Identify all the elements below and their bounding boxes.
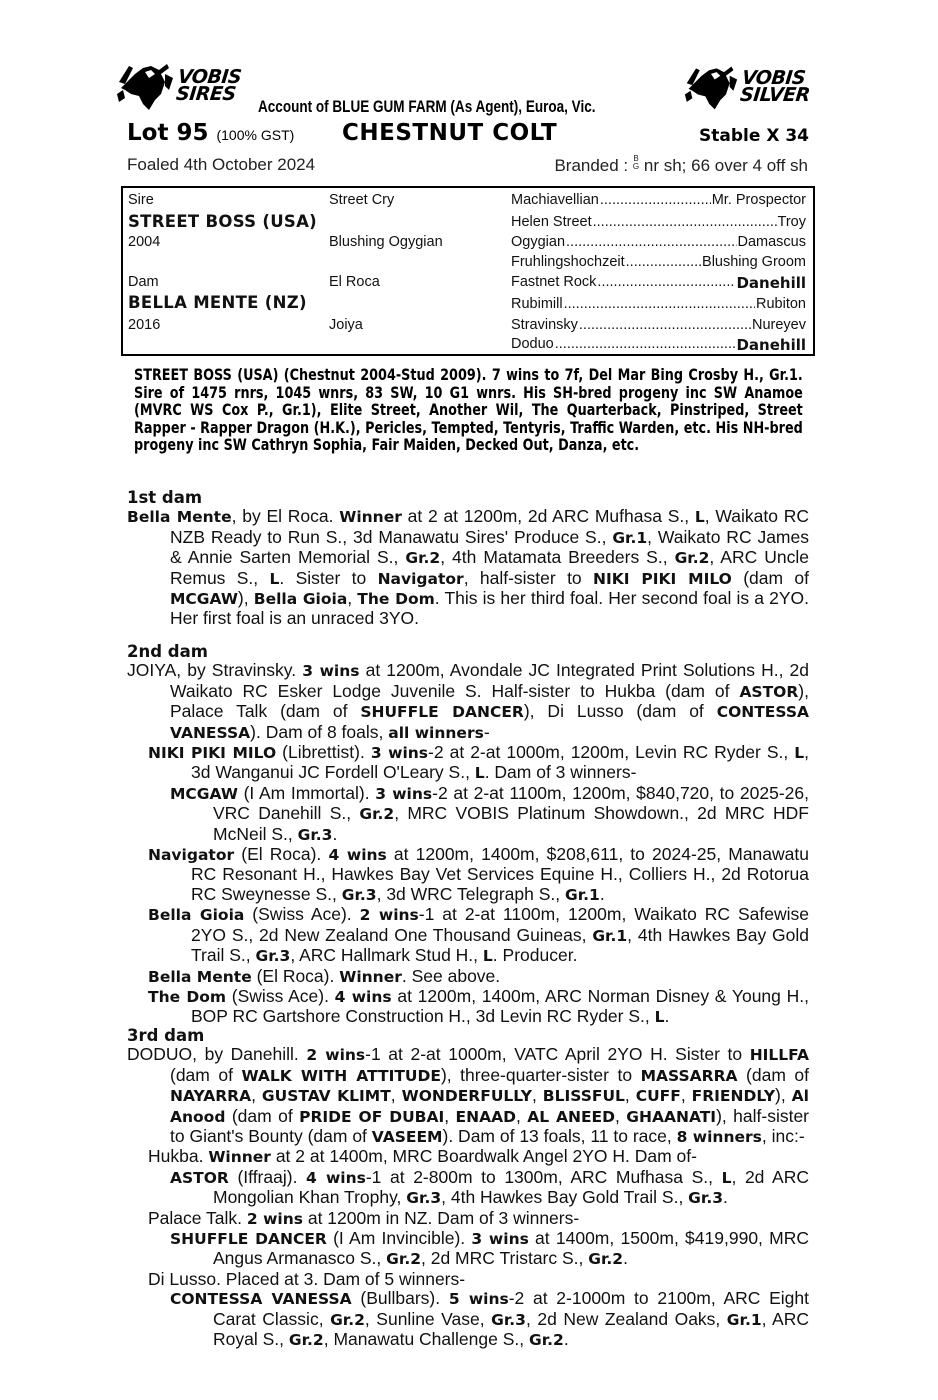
foaled-date: Foaled 4th October 2024 [127, 155, 316, 174]
bold-highlight: L [269, 569, 280, 588]
brand-mark: B G [632, 154, 640, 171]
produce-entry: Bella Gioia (Swiss Ace). 2 wins-1 at 2-at 1100m, 1200m, Waikato RC Safewise 2YO S., 2d New Zealand One Thousand Guineas, Gr.1, 4th Hawkes Bay Gold Trail S., Gr.3, ARC Hallmark Stud H., L. Producer. [148, 904, 810, 966]
sire-name: STREET BOSS (USA) [128, 212, 317, 231]
gen3-row: Ogygian ..... Damascus [511, 234, 806, 250]
bold-highlight: Gr.2 [405, 549, 441, 568]
first-dam-section [127, 488, 809, 629]
dam-dam: Joiya [329, 317, 363, 333]
bold-highlight: ASTOR [170, 1168, 229, 1187]
bold-highlight: 2 wins [246, 1209, 303, 1228]
bold-highlight: GHAANATI [626, 1107, 717, 1126]
gen3-row: Fruhlingshochzeit ..... Blushing Groom [511, 254, 806, 270]
bold-highlight: Winner [339, 508, 402, 527]
bold-highlight: Gr.1 [612, 528, 648, 547]
produce-entry: Palace Talk. 2 wins at 1200m in NZ. Dam of 3 winners- [148, 1207, 580, 1228]
produce-entry: MCGAW (I Am Immortal). 3 wins-2 at 2-at 1100m, 1200m, $840,720, to 2025-26, VRC Danehill S., Gr.2, MRC VOBIS Platinum Showdown., 2d MRC HDF McNeil S., Gr.3. [170, 782, 809, 844]
section-heading: 1st dam [127, 488, 203, 507]
bold-highlight: 3 wins [471, 1230, 529, 1249]
produce-entry: NIKI PIKI MILO (Librettist). 3 wins-2 at 2-at 1000m, 1200m, Levin RC Ryder S., L, 3d Wanganui JC Fordell O'Leary S., L. Dam of 3 winners- [148, 742, 809, 783]
bold-highlight: L [794, 744, 805, 763]
bold-highlight: Gr.3 [406, 1189, 442, 1208]
bold-highlight: Gr.3 [341, 885, 377, 904]
bold-highlight: 8 winners [676, 1128, 762, 1147]
second-dam-intro: JOIYA, by Stravinsky. 3 wins at 1200m, Avondale JC Integrated Print Solutions H., 2d Waikato RC Esker Lodge Juvenile S. Half-sister to Hukba (dam of ASTOR), Palace Talk (dam of SHUFFLE DANCER), Di Lusso (dam of CONTESSA VANESSA). Dam of 8 foals, all winners- [127, 660, 810, 742]
bold-highlight: 5 wins [448, 1290, 509, 1309]
bold-highlight: Al Anood [170, 1087, 809, 1126]
bold-highlight: 2 wins [359, 906, 419, 925]
bold-highlight: Winner [208, 1148, 271, 1167]
second-dam-section [127, 642, 809, 1028]
gen3-row: Fastnet Rock ..... Danehill [511, 274, 806, 292]
bold-highlight: The Dom [148, 987, 227, 1006]
sire-dam: Blushing Ogygian [329, 234, 443, 250]
bold-highlight: AL ANEED [527, 1107, 616, 1126]
bold-highlight: L [654, 1008, 665, 1027]
bold-highlight: NIKI PIKI MILO [593, 569, 732, 588]
bold-highlight: WONDERFULLY [401, 1087, 532, 1106]
gen3-row: Doduo ..... Danehill [511, 336, 806, 354]
bold-highlight: Bella Gioia [148, 906, 245, 925]
bold-highlight: VASEEM [371, 1128, 443, 1147]
bold-highlight: CONTESSA VANESSA [170, 703, 809, 742]
sire-summary: STREET BOSS (USA) (Chestnut 2004-Stud 2009). 7 wins to 7f, Del Mar Bing Crosby H., Gr.1. Sire of 1475 rnrs, 1045 wnrs, 83 SW, 10 G1 wnrs. His SH-bred progeny inc SW Anamoe (MVRC WS Cox P., Gr.1), Elite Street, Another Wil, The Quarterback, Pinstriped, Street Rapper - Rapper Dragon (H.K.), Pericles, Tempted, Tentyris, Traffic Warden, etc. His NH-bred progeny inc SW Cathryn Sophia, Fair Maiden, Decked Out, Danza, etc. [134, 365, 803, 454]
section-heading: 3rd dam [127, 1026, 205, 1045]
produce-entry: The Dom (Swiss Ace). 4 wins at 1200m, 1400m, ARC Norman Disney & Young H., BOP RC Gartshore Construction H., 3d Levin RC Ryder S., L. [148, 985, 809, 1027]
bold-highlight: CUFF [635, 1087, 681, 1106]
bold-highlight: MASSARRA [640, 1066, 738, 1085]
jockey-horse-icon [115, 60, 175, 112]
first-dam-text: Bella Mente, by El Roca. Winner at 2 at 1200m, 2d ARC Mufhasa S., L, Waikato RC NZB Ready to Run S., 3d Manawatu Sires' Produce S., Gr.1, Waikato RC James & Annie Sarten Memorial S., Gr.2, 4th Matamata Breeders S., Gr.2, ARC Uncle Remus S., L. Sister to Navigator, half-sister to NIKI PIKI MILO (dam of MCGAW), Bella Gioia, The Dom. This is her third foal. Her second foal is a 2YO. Her first foal is an unraced 3YO. [127, 506, 810, 629]
dam-sire: El Roca [329, 274, 380, 290]
bold-highlight: Winner [339, 967, 402, 986]
produce-entry: Di Lusso. Placed at 3. Dam of 5 winners- [148, 1268, 466, 1289]
bold-highlight: L [474, 764, 485, 783]
bold-highlight: HILLFA [749, 1046, 809, 1065]
bold-highlight: 2 wins [306, 1046, 366, 1065]
logo-left-line1: VOBIS [176, 66, 243, 88]
pedigree-table [121, 186, 815, 356]
third-dam-intro: DODUO, by Danehill. 2 wins-1 at 2-at 1000m, VATC April 2YO H. Sister to HILLFA (dam of WALK WITH ATTITUDE), three-quarter-sister to MASSARRA (dam of NAYARRA, GUSTAV KLIMT, WONDERFULLY, BLISSFUL, CUFF, FRIENDLY), Al Anood (dam of PRIDE OF DUBAI, ENAAD, AL ANEED, GHAANATI), half-sister to Giant's Bounty (dam of VASEEM). Dam of 13 foals, 11 to race, 8 winners, inc:- [127, 1044, 810, 1147]
produce-entry: Navigator (El Roca). 4 wins at 1200m, 1400m, $208,611, to 2024-25, Manawatu RC Resonant H., Hawkes Bay Vet Services Equine H., Colliers H., 2d Rotorua RC Sweynesse S., Gr.3, 3d WRC Telegraph S., Gr.1. [148, 844, 809, 904]
produce-entry: CONTESSA VANESSA (Bullbars). 5 wins-2 at 2-1000m to 2100m, ARC Eight Carat Classic, Gr.2, Sunline Vase, Gr.3, 2d New Zealand Oaks, Gr.1, ARC Royal S., Gr.2, Manawatu Challenge S., Gr.2. [170, 1288, 809, 1350]
bold-highlight: Gr.2 [588, 1250, 624, 1269]
vobis-sires-logo [115, 60, 243, 112]
bold-highlight: MCGAW [170, 590, 238, 609]
bold-highlight: Gr.3 [491, 1310, 526, 1329]
third-dam-section [127, 1026, 809, 1351]
bold-highlight: CONTESSA VANESSA [170, 1290, 352, 1309]
produce-entry: SHUFFLE DANCER (I Am Invincible). 3 wins at 1400m, 1500m, $419,990, MRC Angus Armanasco S., Gr.2, 2d MRC Tristarc S., Gr.2. [170, 1228, 809, 1269]
brand-info: Branded : B G nr sh; 66 over 4 off sh [554, 154, 808, 175]
bold-highlight: 4 wins [334, 987, 392, 1006]
gen3-row: Machiavellian ..... Mr. Prospector [511, 192, 806, 208]
bold-highlight: FRIENDLY [691, 1087, 776, 1106]
bold-highlight: Gr.3 [297, 825, 333, 844]
bold-highlight: all winners [388, 723, 484, 742]
produce-entry: Hukba. Winner at 2 at 1400m, MRC Boardwalk Angel 2YO H. Dam of- [148, 1146, 697, 1167]
bold-highlight: 3 wins [375, 784, 433, 803]
bold-highlight: PRIDE OF DUBAI [299, 1107, 445, 1126]
bold-highlight: WALK WITH ATTITUDE [241, 1066, 441, 1085]
section-heading: 2nd dam [127, 642, 208, 661]
bold-highlight: SHUFFLE DANCER [170, 1230, 327, 1249]
vendor-account: Account of BLUE GUM FARM (As Agent), Euroa, Vic. [258, 98, 596, 116]
logo-right-line2: SILVER [739, 84, 811, 106]
dam-name: BELLA MENTE (NZ) [128, 293, 307, 312]
gst-note: (100% GST) [216, 127, 295, 143]
lot-header [127, 120, 809, 152]
lot-number: Lot 95 (100% GST) [127, 120, 295, 146]
sire-year: 2004 [128, 234, 161, 250]
bold-highlight: Gr.3 [688, 1189, 724, 1208]
bold-highlight: 3 wins [370, 744, 429, 763]
logo-left-line2: SIRES [175, 83, 237, 105]
stable-location: Stable X 34 [699, 126, 809, 146]
bold-highlight: L [482, 947, 493, 966]
bold-highlight: Gr.2 [528, 1331, 564, 1350]
bold-highlight: MCGAW [170, 784, 238, 803]
bold-highlight: BLISSFUL [542, 1087, 625, 1106]
bold-highlight: ENAAD [455, 1107, 516, 1126]
bold-highlight: Gr.2 [359, 805, 395, 824]
sire-label: Sire [128, 192, 154, 208]
bold-highlight: Gr.2 [386, 1250, 421, 1269]
bold-highlight: ASTOR [739, 682, 799, 701]
logo-right-line1: VOBIS [740, 67, 807, 89]
bold-highlight: SHUFFLE DANCER [360, 703, 524, 722]
jockey-horse-icon [683, 62, 739, 112]
bold-highlight: 3 wins [302, 662, 360, 681]
bold-highlight: Gr.2 [288, 1331, 324, 1350]
bold-highlight: Bella Mente [148, 967, 252, 986]
bold-highlight: NAYARRA [170, 1087, 252, 1106]
lot-title: CHESTNUT COLT [342, 120, 558, 146]
bold-highlight: Gr.2 [330, 1310, 365, 1329]
bold-highlight: L [721, 1168, 732, 1187]
bold-highlight: Bella Mente [127, 508, 232, 527]
bold-highlight: Navigator [148, 846, 235, 865]
vobis-silver-logo [683, 62, 811, 112]
bold-highlight: GUSTAV KLIMT [261, 1087, 391, 1106]
bold-highlight: Navigator [377, 569, 464, 588]
bold-highlight: Gr.2 [674, 549, 710, 568]
bold-highlight: 4 wins [328, 846, 387, 865]
bold-highlight: NIKI PIKI MILO [148, 744, 277, 763]
produce-entry: Bella Mente (El Roca). Winner. See above. [148, 965, 501, 986]
bold-highlight: L [694, 508, 705, 527]
bold-highlight: The Dom [357, 590, 435, 609]
bold-highlight: 4 wins [306, 1168, 366, 1187]
dam-label: Dam [128, 274, 159, 290]
gen3-row: Helen Street ..... Troy [511, 214, 806, 230]
bold-highlight: Gr.1 [564, 885, 600, 904]
bold-highlight: Gr.3 [255, 947, 291, 966]
gen3-row: Rubimill ..... Rubiton [511, 296, 806, 312]
bold-highlight: Bella Gioia [253, 590, 348, 609]
bold-highlight: Gr.1 [592, 926, 628, 945]
produce-entry: ASTOR (Iffraaj). 4 wins-1 at 2-800m to 1300m, ARC Mufhasa S., L, 2d ARC Mongolian Khan Trophy, Gr.3, 4th Hawkes Bay Gold Trail S., Gr.3. [170, 1166, 809, 1208]
bold-highlight: Gr.1 [726, 1310, 762, 1329]
sire-sire: Street Cry [329, 192, 395, 208]
dam-year: 2016 [128, 317, 161, 333]
gen3-row: Stravinsky ..... Nureyev [511, 317, 806, 333]
